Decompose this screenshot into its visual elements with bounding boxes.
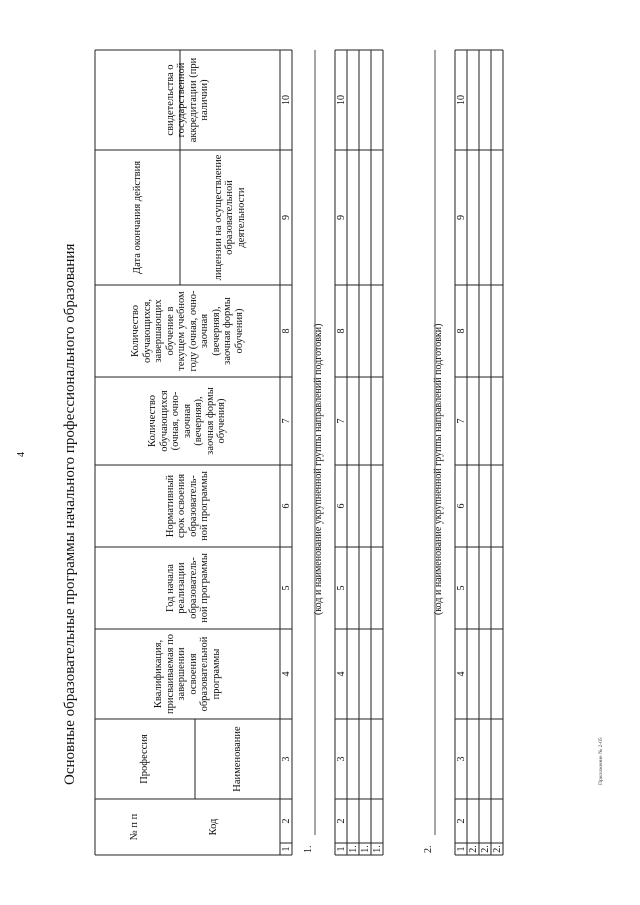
- group-column-number: 10: [335, 95, 347, 105]
- group-column-number: 5: [455, 585, 467, 591]
- group-column-number: 1: [335, 846, 347, 852]
- group-column-number: 3: [335, 756, 347, 762]
- column-number: 2: [280, 818, 292, 824]
- sub-row-number: 1.: [359, 845, 371, 853]
- sub-row-number: 1.: [371, 845, 383, 853]
- header-name: Наименование: [231, 726, 243, 792]
- document-title: Основные образовательные программы начального профессионального образования: [62, 243, 78, 785]
- group-column-number: 1: [455, 846, 467, 852]
- column-number: 10: [280, 95, 292, 105]
- header-start-year: Год начала реализации образователь- ной программы: [164, 553, 210, 623]
- page-number: 4: [16, 452, 27, 457]
- header-profession: Профессия: [139, 734, 151, 784]
- group-caption: (код и наименование укрупненной группы направлений подготовки): [433, 323, 444, 615]
- group-column-number: 8: [335, 328, 347, 334]
- sub-row-number: 2.: [491, 845, 503, 853]
- header-license: лицензии на осуществление образовательной деятельности: [212, 154, 247, 281]
- header-expiry: Дата окончания действия: [131, 160, 143, 275]
- group-column-number: 5: [335, 585, 347, 591]
- header-qualification: Квалификация, присваиваемая по завершении освоения образовательной программы: [153, 634, 222, 714]
- header-code: Код: [208, 818, 220, 836]
- header-number: № п п: [129, 813, 141, 841]
- group-column-number: 4: [335, 671, 347, 677]
- column-number: 4: [280, 671, 292, 677]
- header-graduates: Количество обучающихся, завершающих обучение в текущем учебном году (очная, очно-заочная (вечерняя), заочная формы обучения): [130, 290, 245, 372]
- column-number: 9: [280, 215, 292, 220]
- group-column-number: 9: [335, 215, 347, 220]
- sub-row-number: 2.: [467, 845, 479, 853]
- column-number: 1: [280, 846, 292, 852]
- group-number: 2.: [423, 845, 434, 853]
- group-column-number: 2: [335, 818, 347, 824]
- group-column-number: 6: [335, 503, 347, 509]
- column-number: 3: [280, 756, 292, 762]
- header-duration: Нормативный срок освоения образователь- ной программы: [164, 471, 210, 541]
- sub-row-number: 2.: [479, 845, 491, 853]
- sub-row-number: 1.: [347, 845, 359, 853]
- column-number: 5: [280, 585, 292, 591]
- group-column-number: 7: [335, 418, 347, 424]
- header-accreditation: свидетельства о государственной аккредитации (при наличии): [164, 57, 210, 143]
- group-column-number: 6: [455, 503, 467, 509]
- group-column-number: 7: [455, 418, 467, 424]
- group-column-number: 3: [455, 756, 467, 762]
- group-column-number: 8: [455, 328, 467, 334]
- header-students: Количество обучающихся (очная, очно-заочная (вечерняя), заочная формы обучения): [147, 387, 228, 455]
- group-column-number: 10: [455, 95, 467, 105]
- column-number: 8: [280, 328, 292, 334]
- column-number: 6: [280, 503, 292, 509]
- column-number: 7: [280, 418, 292, 424]
- group-column-number: 9: [455, 215, 467, 220]
- group-caption: (код и наименование укрупненной группы направлений подготовки): [313, 323, 324, 615]
- group-number: 1.: [303, 845, 314, 853]
- footer-note: Приложение № 2-05: [598, 737, 604, 785]
- group-column-number: 2: [455, 818, 467, 824]
- group-column-number: 4: [455, 671, 467, 677]
